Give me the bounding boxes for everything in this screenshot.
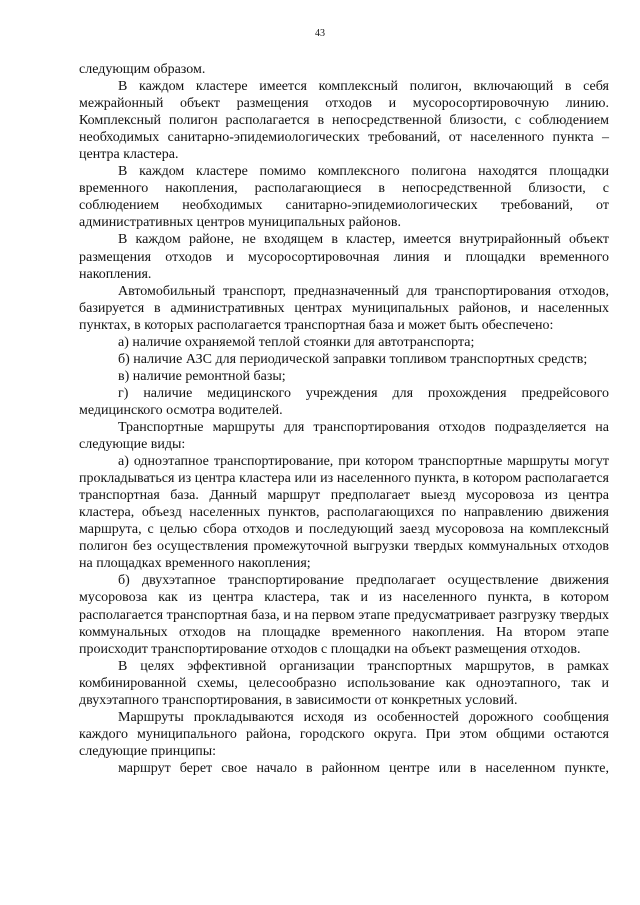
paragraph-complex-landfill: В каждом кластере имеется комплексный полигон, включающий в себя межрайонный объект размещения отходов и мусоросортировочную линию. Комплексный полигон располагается в непосредственной близости, с соблюдением необходимых санитарно-эпидемиологических требований, от населенного пункта – центра кластера. (79, 79, 609, 163)
list-item-d: г) наличие медицинского учреждения для прохождения предрейсового медицинского осмотра водителей. (79, 385, 609, 418)
list-item-a: а) наличие охраняемой теплой стоянки для автотранспорта; (118, 334, 475, 350)
paragraph-temporary-sites: В каждом кластере помимо комплексного полигона находятся площадки временного накопления, располагающиеся в непосредственной близости, с соблюдением необходимых санитарно-эпидемиологических требований, от административных центров муниципальных районов. (79, 164, 609, 231)
paragraph-route-principles: Маршруты прокладываются исходя из особенностей дорожного сообщения каждого муниципального района, городского округа. При этом общими остаются следующие принципы: (79, 709, 609, 759)
paragraph-district-facility: В каждом районе, не входящем в кластер, имеется внутрирайонный объект размещения отходов и мусоросортировочная линия и площадки временного накопления. (79, 232, 609, 282)
page-number: 43 (315, 28, 325, 39)
route-type-b: б) двухэтапное транспортирование предполагает осуществление движения мусоровоза как из центра кластера, так и из населенного пункта, в котором располагается транспортная база, и на первом этапе предусматривает разгрузку твердых коммунальных отходов на площадке временного накопления. На втором этапе происходит транспортирование отходов с площадки на объект размещения отходов. (79, 573, 609, 657)
route-type-a: а) одноэтапное транспортирование, при котором транспортные маршруты могут прокладываться из центра кластера или из населенного пункта, в котором располагается транспортная база. Данный маршрут предполагает выезд мусоровоза из центра кластера, объезд населенных пунктов, располагающихся по направлению движения маршрута, с целью сбора отходов и последующий заезд мусоровоза на комплексный полигон без осуществления промежуточной выгрузки твердых коммунальных отходов на площадках временного накопления; (79, 454, 609, 572)
body-text (79, 61, 609, 777)
paragraph-vehicle-base: Автомобильный транспорт, предназначенный для транспортирования отходов, базируется в административных центрах муниципальных районов, и населенных пунктах, в которых располагается транспортная база и может быть обеспечено: (79, 283, 609, 333)
list-item-c: в) наличие ремонтной базы; (118, 368, 286, 384)
paragraph-route-start: маршрут берет свое начало в районном центре или в населенном пункте, (118, 760, 609, 776)
paragraph-combined-scheme: В целях эффективной организации транспортных маршрутов, в рамках комбинированной схемы, целесообразно использование как одноэтапного, так и двухэтапного транспортирования, в зависимости от конкретных условий. (79, 658, 609, 708)
list-item-b: б) наличие АЗС для периодической заправки топливом транспортных средств; (118, 351, 588, 367)
paragraph-route-types: Транспортные маршруты для транспортирования отходов подразделяется на следующие виды: (79, 419, 609, 453)
paragraph-continuation: следующим образом. (79, 62, 206, 77)
